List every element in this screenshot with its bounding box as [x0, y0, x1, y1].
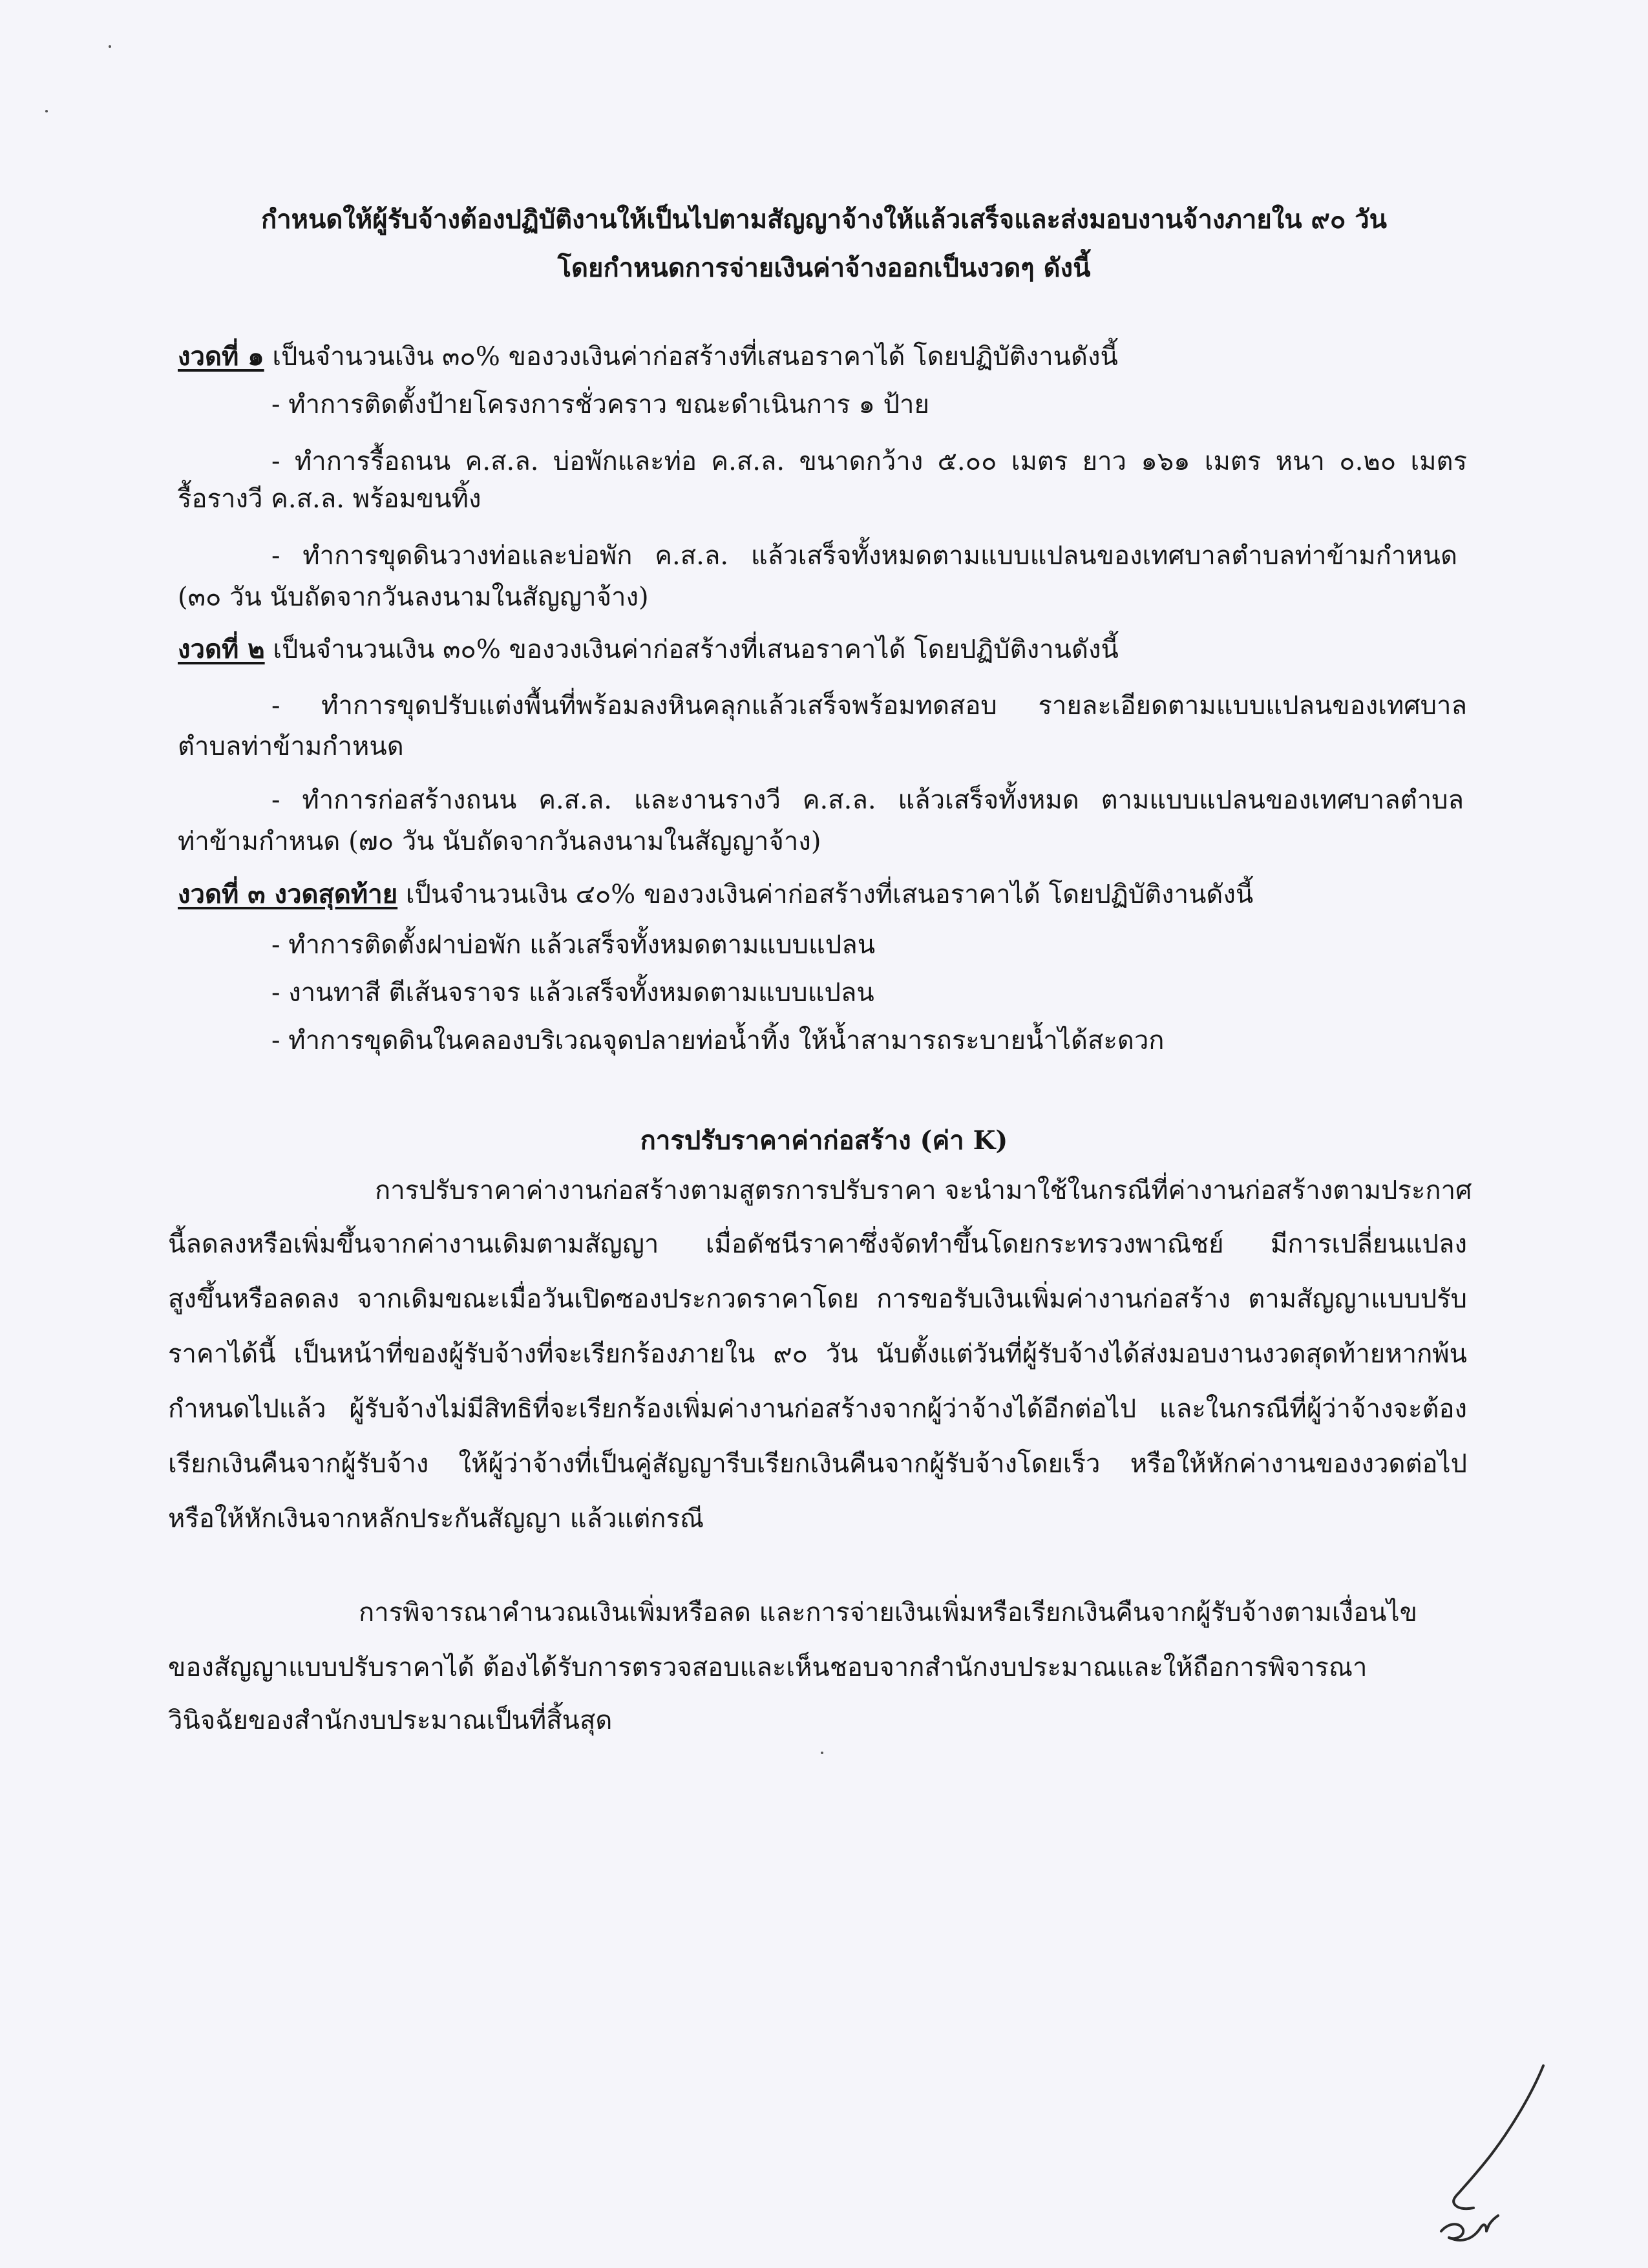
installment-2-item-cont: ท่าข้ามกำหนด (๗๐ วัน นับถัดจากวันลงนามในสัญญาจ้าง): [178, 827, 821, 856]
installment-3-item: - งานทาสี ตีเส้นจราจร แล้วเสร็จทั้งหมดตามแบบแปลน: [271, 978, 874, 1008]
k-section-title: การปรับราคาค่าก่อสร้าง (ค่า K): [640, 1125, 1008, 1156]
scan-speck: [109, 45, 111, 48]
header-line-2: โดยกำหนดการจ่ายเงินค่าจ้างออกเป็นงวดๆ ดังนี้: [557, 253, 1091, 283]
installment-1-item: - ทำการรื้อถนน ค.ส.ล. บ่อพักและท่อ ค.ส.ล. ขนาดกว้าง ๕.๐๐ เมตร ยาว ๑๖๑ เมตร หนา ๐.๒๐ เมตร: [271, 447, 1468, 476]
k-para-1-line: เรียกเงินคืนจากผู้รับจ้าง ให้ผู้ว่าจ้างที่เป็นคู่สัญญารีบเรียกเงินคืนจากผู้รับจ้างโดยเร็ว หรือให้หักค่างานของงวดต่อไป: [168, 1449, 1467, 1479]
k-para-2-line: ของสัญญาแบบปรับราคาได้ ต้องได้รับการตรวจสอบและเห็นชอบจากสำนักงบประมาณและให้ถือการพิจารณา: [168, 1653, 1368, 1682]
installment-1-intro: เป็นจำนวนเงิน ๓๐% ของวงเงินค่าก่อสร้างที่เสนอราคาได้ โดยปฏิบัติงานดังนี้: [264, 342, 1118, 372]
installment-1-item-cont: รื้อรางวี ค.ส.ล. พร้อมขนทิ้ง: [178, 484, 481, 514]
header-line-1: กำหนดให้ผู้รับจ้างต้องปฏิบัติงานให้เป็นไปตามสัญญาจ้างให้แล้วเสร็จและส่งมอบงานจ้างภายใน ๙๐ วัน: [260, 204, 1387, 235]
installment-2-item-cont: ตำบลท่าข้ามกำหนด: [178, 732, 404, 761]
k-para-1-line: การปรับราคาค่างานก่อสร้างตามสูตรการปรับราคา จะนำมาใช้ในกรณีที่ค่างานก่อสร้างตามประกาศ: [375, 1176, 1472, 1205]
installment-2-item: - ทำการก่อสร้างถนน ค.ส.ล. และงานรางวี ค.ส.ล. แล้วเสร็จทั้งหมด ตามแบบแปลนของเทศบาลตำบล: [271, 785, 1464, 815]
installment-3-item: - ทำการติดตั้งฝาบ่อพัก แล้วเสร็จทั้งหมดตามแบบแปลน: [271, 930, 876, 960]
installment-3-item: - ทำการขุดดินในคลองบริเวณจุดปลายท่อน้ำทิ้ง ให้น้ำสามารถระบายน้ำได้สะดวก: [271, 1026, 1165, 1055]
k-para-1-line: หรือให้หักเงินจากหลักประกันสัญญา แล้วแต่กรณี: [168, 1504, 704, 1534]
installment-2-heading: [178, 630, 1119, 669]
installment-3-intro: เป็นจำนวนเงิน ๔๐% ของวงเงินค่าก่อสร้างที่เสนอราคาได้ โดยปฏิบัติงานดังนี้: [397, 880, 1254, 909]
installment-2-label: งวดที่ ๒: [178, 634, 265, 664]
k-para-1-line: ราคาได้นี้ เป็นหน้าที่ของผู้รับจ้างที่จะเรียกร้องภายใน ๙๐ วัน นับตั้งแต่วันที่ผู้รับจ้างได้ส่งมอบงานงวดสุดท้ายหากพ้น: [168, 1339, 1467, 1369]
installment-3-label: งวดที่ ๓ งวดสุดท้าย: [178, 879, 398, 909]
scan-speck: [45, 110, 48, 112]
installment-1-item-cont: (๓๐ วัน นับถัดจากวันลงนามในสัญญาจ้าง): [178, 582, 649, 612]
installment-1-heading: [178, 337, 1118, 376]
scan-speck: [821, 1752, 823, 1754]
installment-1-item: - ทำการขุดดินวางท่อและบ่อพัก ค.ส.ล. แล้วเสร็จทั้งหมดตามแบบแปลนของเทศบาลตำบลท่าข้ามกำหนด: [271, 541, 1457, 571]
k-para-1-line: นี้ลดลงหรือเพิ่มขึ้นจากค่างานเดิมตามสัญญา เมื่อดัชนีราคาซึ่งจัดทำขึ้นโดยกระทรวงพาณิชย์ มีการเปลี่ยนแปลง: [168, 1229, 1467, 1259]
handwritten-signature: [1422, 2055, 1564, 2249]
installment-2-intro: เป็นจำนวนเงิน ๓๐% ของวงเงินค่าก่อสร้างที่เสนอราคาได้ โดยปฏิบัติงานดังนี้: [264, 635, 1119, 664]
k-para-2-line: วินิจฉัยของสำนักงบประมาณเป็นที่สิ้นสุด: [168, 1706, 613, 1735]
k-para-2-line: การพิจารณาคำนวณเงินเพิ่มหรือลด และการจ่ายเงินเพิ่มหรือเรียกเงินคืนจากผู้รับจ้างตามเงื่อนไข: [359, 1598, 1417, 1627]
k-para-1-line: สูงขึ้นหรือลดลง จากเดิมขณะเมื่อวันเปิดซองประกวดราคาโดย การขอรับเงินเพิ่มค่างานก่อสร้าง ตามสัญญาแบบปรับ: [168, 1284, 1467, 1314]
installment-2-item: - ทำการขุดปรับแต่งพื้นที่พร้อมลงหินคลุกแล้วเสร็จพร้อมทดสอบ รายละเอียดตามแบบแปลนของเทศบาล: [271, 691, 1467, 721]
installment-1-label: งวดที่ ๑: [178, 341, 264, 372]
installment-1-item: - ทำการติดตั้งป้ายโครงการชั่วคราว ขณะดำเนินการ ๑ ป้าย: [271, 390, 929, 419]
installment-3-heading: [178, 875, 1253, 914]
k-para-1-line: กำหนดไปแล้ว ผู้รับจ้างไม่มีสิทธิที่จะเรียกร้องเพิ่มค่างานก่อสร้างจากผู้ว่าจ้างได้อีกต่อไป และในกรณีที่ผู้ว่าจ้างจะต้อง: [168, 1394, 1467, 1424]
